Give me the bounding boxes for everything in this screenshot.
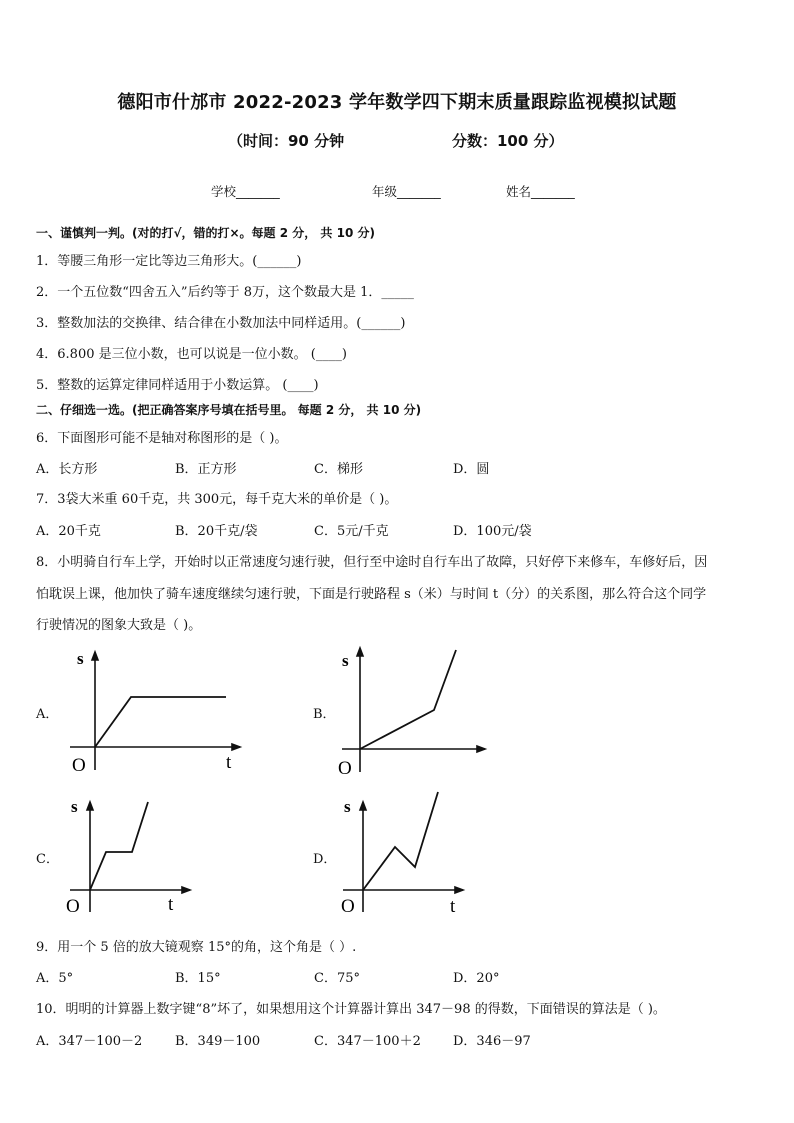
q10-option-c: C．347－100＋2 — [314, 1034, 421, 1049]
t-arrow-icon — [477, 746, 485, 752]
graph-b-origin: O — [338, 758, 352, 779]
graph-c-origin: O — [66, 896, 80, 917]
graph-d-line — [363, 792, 438, 890]
graph-a — [60, 640, 250, 780]
grade-field: 年级_______ — [372, 184, 441, 199]
q6-option-c: C．梯形 — [314, 462, 363, 477]
graph-d — [335, 790, 475, 920]
q9-option-c: C．75° — [314, 971, 360, 986]
q9-option-a: A．5° — [36, 971, 74, 986]
page-title: 德阳市什邡市 2022-2023 学年数学四下期末质量跟踪监视模拟试题 — [117, 92, 677, 113]
question-2: 2．一个五位数“四舍五入”后约等于 8万，这个数最大是 1．_____ — [36, 285, 414, 300]
graph-c-t-label: t — [168, 894, 174, 915]
q8-option-c: C． — [36, 852, 59, 867]
graph-a-s-label: s — [77, 649, 84, 668]
exam-time: （时间：90 分钟 — [228, 132, 345, 150]
question-7: 7．3袋大米重 60千克，共 300元，每千克大米的单价是（ )。 — [36, 492, 398, 507]
graph-d-origin: O — [341, 896, 355, 917]
q10-option-b: B．349－100 — [175, 1034, 261, 1049]
graph-b — [330, 640, 500, 780]
graph-a-origin: O — [72, 755, 86, 776]
question-3: 3．整数加法的交换律、结合律在小数加法中同样适用。(______) — [36, 316, 406, 331]
name-field: 姓名_______ — [506, 184, 575, 199]
graph-a-t-label: t — [226, 752, 232, 773]
s-arrow-icon — [360, 802, 366, 810]
question-8-line2: 怕耽误上课，他加快了骑车速度继续匀速行驶，下面是行驶路程 s（米）与时间 t（分）的关系图，那么符合这个同学 — [36, 587, 707, 602]
graph-c-line — [90, 802, 148, 890]
question-5: 5．整数的运算定律同样适用于小数运算。 (____) — [36, 378, 319, 393]
exam-score: 分数：100 分） — [452, 132, 564, 150]
graph-d-t-label: t — [450, 896, 456, 917]
graph-b-s-label: s — [342, 651, 349, 670]
q6-option-b: B．正方形 — [175, 462, 237, 477]
question-9: 9．用一个 5 倍的放大镜观察 15°的角，这个角是（ ）. — [36, 940, 357, 955]
q6-option-d: D．圆 — [453, 462, 490, 477]
q7-option-c: C．5元/千克 — [314, 524, 389, 539]
question-10: 10．明明的计算器上数字键“8”坏了，如果想用这个计算器计算出 347－98 的得数，下面错误的算法是（ )。 — [36, 1002, 666, 1017]
q10-option-d: D．346－97 — [453, 1034, 531, 1049]
q8-option-a: A． — [36, 707, 59, 722]
graph-b-line — [360, 650, 456, 749]
t-arrow-icon — [182, 887, 190, 893]
question-8-line3: 行驶情况的图象大致是（ )。 — [36, 618, 202, 633]
s-arrow-icon — [87, 802, 93, 810]
question-8-line1: 8．小明骑自行车上学，开始时以正常速度匀速行驶，但行至中途时自行车出了故障，只好停下来修车，车修好后，因 — [36, 555, 708, 570]
s-arrow-icon — [92, 652, 98, 660]
q9-option-b: B．15° — [175, 971, 221, 986]
graph-a-line — [95, 697, 226, 747]
q9-option-d: D．20° — [453, 971, 500, 986]
q6-option-a: A．长方形 — [36, 462, 98, 477]
section2-heading: 二、仔细选一选。(把正确答案序号填在括号里。 每题 2 分， 共 10 分) — [36, 403, 422, 417]
question-6: 6．下面图形可能不是轴对称图形的是（ )。 — [36, 431, 288, 446]
q7-option-d: D．100元/袋 — [453, 524, 532, 539]
q7-option-b: B．20千克/袋 — [175, 524, 258, 539]
q8-option-d: D． — [313, 852, 337, 867]
graph-c-s-label: s — [71, 797, 78, 816]
graph-c — [60, 790, 200, 920]
question-4: 4．6.800 是三位小数，也可以说是一位小数。 (____) — [36, 347, 347, 362]
graph-d-s-label: s — [344, 797, 351, 816]
s-arrow-icon — [357, 648, 363, 656]
school-field: 学校_______ — [211, 184, 280, 199]
q7-option-a: A．20千克 — [36, 524, 101, 539]
section1-heading: 一、谨慎判一判。(对的打√，错的打×。每题 2 分， 共 10 分) — [36, 226, 375, 240]
t-arrow-icon — [455, 887, 463, 893]
q8-option-b: B． — [313, 707, 336, 722]
question-1: 1．等腰三角形一定比等边三角形大。(______) — [36, 254, 302, 269]
t-arrow-icon — [232, 744, 240, 750]
q10-option-a: A．347－100－2 — [36, 1034, 143, 1049]
